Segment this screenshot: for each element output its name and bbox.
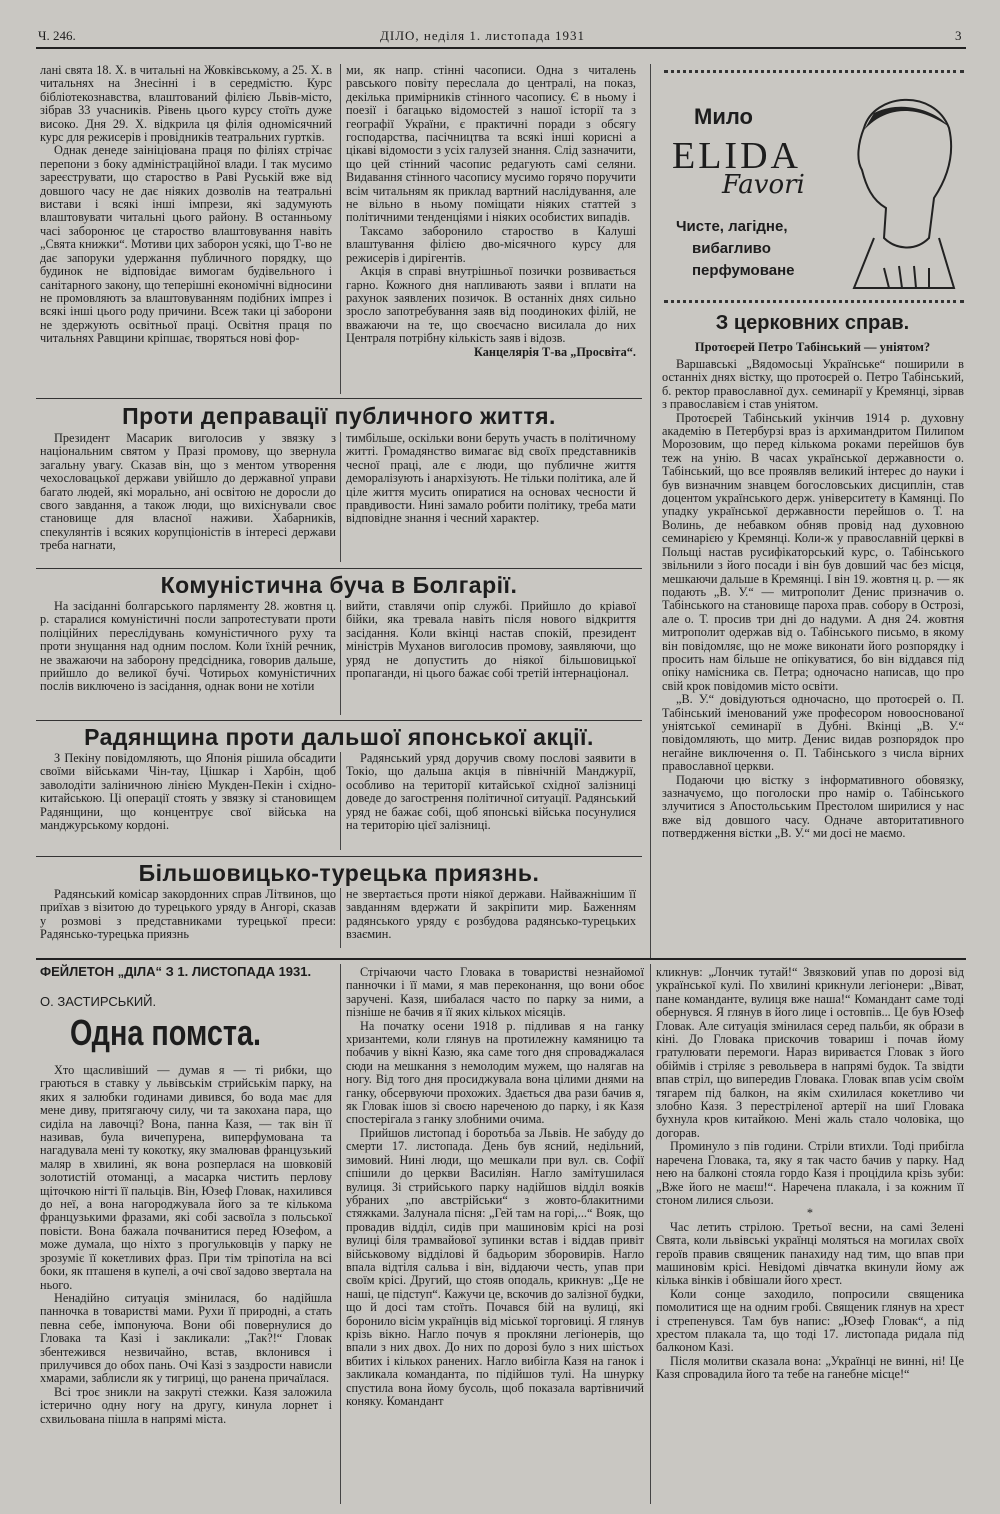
ad-brand: Мило (694, 104, 753, 129)
art3-title: Радянщина проти дальшої японської акції. (84, 724, 594, 750)
top-left-p1: лані свята 18. X. в читальні на Жовківському, а 25. X. в читальнях на Знесінні і в середмістю. Курс бібліотекознавства, влаштований філією Львів-місто, зібрав 33 учасників. Рівень цього курсу стоїть дуже високо. Дня 29. X. відкрила ця філія одномісячний курс для режисерів і провідників театральних гуртків. (40, 64, 332, 145)
feuilleton-title: Одна помста. (70, 1012, 262, 1053)
art2-left (40, 600, 336, 718)
art1-rule (340, 432, 341, 562)
church-subtitle: Протоєрей Петро Табінський — уніятом? (694, 340, 931, 354)
church-p3: „В. У.“ довідуються одночасно, що протоєрей о. П. Табінський іменований уже професором новооснованої уніятської семинарії в Дубні. Вкінці „В. У.“ повідомляють, що митр. Денис видав розпорядок про негайне виключення о. П. Табінського з числа вірних православної церкви. (662, 692, 964, 774)
feuilleton-c1p3: Всі троє зникли на закруті стежки. Казя заложила істерично одну ногу на другу, кинула лорнет і схвильована пішла в напрямі міста. (40, 1384, 332, 1426)
feuilleton-col2 (346, 966, 644, 1506)
feuilleton-c3p4: Коли сонце заходило, попросили священика помолитися ще на одним гробі. Священик глянув на хрест і стрепенувся. Там був напис: „Юзеф Гловак“, а під хрестом плакала та, що тоді 17. листопада ридала під балконом Казі. (656, 1286, 964, 1355)
top-mid-signature: Канцелярія Т-ва „Просвіта“. (473, 344, 636, 359)
top-mid-p2: Таксамо заборонило староство в Калуші влаштування філією дво-місячного курсу для режисерів і дирігентів. (346, 223, 636, 265)
feuilleton-c2p1: Стрічаючи часто Гловака в товаристві незнайомої панночки і її мами, я мав переконання, що вони обоє заручені. Казя, шибалася часто по парку за ними, а пізніше не бачив я її яких кількох місяців. (346, 966, 644, 1020)
church-p4: Подаючи цю вістку з інформативного обовязку, зазначуємо, що поголоски про намір о. Табінського злучитися з Апостольським Престолом ширилися у нас вже від довшого часу. Одначе авторитативного потвердження вістки „В. У.“ ми досі не маємо. (662, 772, 964, 841)
feuilleton-c1p1: Хто щасливіший — думав я — ті рибки, що граються в ставку у львівськім стрийськім парку, на яких я залюбки годинами дивився, бо вода має для мене диву, притягаючу силу, чи та закохана пара, що сиділа на лавочці? Вона, панна Казя, — так він її називав, була вичепурена, виперфумована та нагадувала мені ту кокотку, яку змалював французький маляр в хвилині, як вона розперлася на шовковій золотистій отоманці, а масарка чистить перлову щіточкою нігті її пальців. Він, Юзеф Гловак, нахилився до неї, а вона нагороджувала його за те кількома французькими фразами, які собі засвоїла з польської повісти. Вона бажала почванитися перед Юзефом, а може думала, що ніхто з прогульковців у парку не зрозуміє її кокетливих фраз. При тім тріпотіла на всі боки, як пташеня в купелі, а очі свої задово звертала на нього. (40, 1064, 332, 1292)
ad-border-bottom (664, 300, 964, 303)
art2-right-text: вийти, ставлячи опір службі. Прийшло до кріавої бійки, яка тревала навіть після нового відкриття засідання. Коли вкінці настав спокій, президент міністрів Муханов виголосив промову, заявляючи, що уряд не допустить до ніякої більшовицької пропаганди, ні цього бажає собі третій інтернаціонал. (346, 600, 636, 681)
woman-portrait-illustration (844, 88, 962, 293)
feuilleton-col3 (656, 966, 964, 1506)
feuilleton-c1p2: Ненадійно ситуація змінилася, бо надійшла панночка в товаристві мами. Рухи її природні, а стать певна себе, імпонуюча. Вони обі повернулися до Гловака та Казі і закликали: „Так?!“ Гловак збентежився незвичайно, встав, вклонився і прилучився до обох пань. Очі Казі з заздрости нависли хмарами, заблисли як у тигриці, що ранена причаїлася. (40, 1290, 332, 1386)
column-rule-right (650, 64, 651, 959)
art2-title: Комуністична буча в Болгарії. (160, 572, 518, 598)
art3-left (40, 752, 336, 852)
art4-left-text: Радянський комісар закордонних справ Літвинов, що приїхав з візитою до турецького уряду в Ангорі, сказав у розмові з представниками турецької преси: Радянсько-турецька приязнь (40, 888, 336, 942)
top-mid-p1: ми, як напр. стінні часописи. Одна з читалень равського повіту переслала до централі, на показ, декілька примірників стінного часопису. Є в ньому і поезії і багацько відомостей з нашої історії та з географії України, є практичні поради з обсягу господарства, пасічництва та всякі інші корисні а цікаві відомости з усіх галузей знання. Слід зазначити, що цей стінний часопис редагують самі селяни. Видавання стінного часопису мусимо горячо поручити всім читальням як приклад вартний наслідування, але не вільно в ньому поміщати ніяких статтей з політичними тенденціями і ніяких особистих випадів. (346, 64, 636, 225)
column-rule (340, 64, 341, 394)
top-left-p2: Однак денеде заініціована праця по філіях стрічає перепони з боку адміністраційної влади. І так мусимо зареєструвати, що староство в Раві Руській вже від довшого часу не дає ніяких дозволів на театральні вистави і всякі інші імпрези, які задумують влаштовувати читальні цього району. В останньому часі заборонює це староство влаштовування навіть „Свята книжки“. Мотиви цих заборон усякі, що Т-во не дає запоруки удержання публичного порядку, що будинок не відповідає вимогам будівельного і санітарного закону, що теперішні економічні відносини не промовляють за влаштовуванням подібних імпрез і всякі інші цього роду причини. Всеж таки ці заборони не здержують освітньої праці. Освітня праця по читальнях Равщини кріпшає, творяться нові фор- (40, 143, 332, 346)
ad-line3: перфумоване (692, 262, 795, 279)
church-p1: Варшавські „Вядомосьці Українське“ поширили в останніх днях вістку, що протоєрей о. Петро Табінський, б. ректор православної дух. семинарії у Кремянці, зірвав з православієм і став уніятом. (662, 358, 964, 412)
art1-right-text: тимбільше, оскільки вони беруть участь в політичному житті. Громадянство вимагає від своїх представників чесної праці, але є люди, що публичне життя деморалізують і анархізують. Не тільки політика, але й ціле життя мусить опиратися на основах чесности й правдивости. Нині замало робити політику, треба мати відповідне знання і чесний характер. (346, 432, 636, 526)
ad-border-top (664, 70, 964, 73)
art1-left-text: Президент Масарик виголосив у звязку з національним святом у Празі промову, що звернула загальну увагу. Сказав він, що з ментом утворення чехословацької держави увійшло до державної управи багато людей, які морально, ані освітою не доросли до свого завдання, а також люди, що вихіснували своє становище для власної наживи. Хабарників, спекулянтів і всяких корупціоністів в інтересі держави треба нагнати, (40, 432, 336, 553)
feuilleton-c3p2: Проминуло з пів години. Стріли втихли. Тоді прибігла наречена Гловака, та, яку я так часто бачив у парку. Над нею на балконі стояла гордо Казя і процідила крізь зуби: „Вже його не маєш!“. Наречена плакала, і за кожним її стоном лилися сльози. (656, 1139, 964, 1207)
art2-left-text: На засіданні болгарського парляменту 28. жовтня ц. р. старалися комуністичні посли запротестувати проти поліційних переслідувань комуністичного руху та проти знущання над одним послом. Коли їхній речник, не зважаючи на заборону предсідника, говорив дальше, прийшло до великої бучі. Чотирьох комуністичних послів виключено із засідання, однак вони не хотіли (40, 600, 336, 694)
rule-art1 (36, 398, 642, 399)
art3-right-text: Радянський уряд доручив свому послові заявити в Токіо, що дальша акція в північній Манджурії, особливо на території китайської східної залізниці доведе до загострення політичної ситуації. Радянський уряд не бажає собі, щоб японські війська посунулися на територію цієї залізниці. (346, 752, 636, 833)
top-left-column (40, 64, 332, 392)
feuilleton-star: * (806, 1206, 814, 1221)
art2-rule (340, 600, 341, 715)
ad-line1: Чисте, лагідне, (676, 218, 788, 235)
feuilleton-author: О. ЗАСТИРСЬКИЙ. (40, 994, 157, 1009)
masthead-title: ДІЛО, неділя 1. листопада 1931 (380, 28, 585, 43)
feuilleton-c3p1: кликнув: „Лончик тутай!“ Звязковий упав по дорозі від української кулі. По хвилині крикнули легіонери: „Віват, пане команданте, вулиця вже наша!“ Командант саме тоді обернувся. Я глянув в його лице і остовпів... Це був Юзеф Гловак. Але ситуація змінилася серед пальби, як образи в кіні. До Гловака прискочив товариш і почав йому гратулювати перемоги. Нараз вириваєтся Гловак з його обіймів і стріляє з револьвера в напрямі будок. Та звідти впав стріл, що випередив Гловака. Гловак впав усім своїм тягарем під балкон, на якім схилилася кокетливо чи злобно Казя. З перестріленої артерії на шиї Гловака бухнула кров китайкою. Мені жаль стало чоловіка, що догорав. (656, 966, 964, 1140)
feuilleton-rule-2 (650, 964, 651, 1504)
rule-art3 (36, 720, 642, 721)
rule-art2 (36, 568, 642, 569)
feuilleton-col1 (40, 1064, 332, 1504)
rule-art4 (36, 856, 642, 857)
page-number: 3 (955, 28, 962, 43)
art3-left-text: З Пекіну повідомляють, що Японія рішила обсадити своїми військами Чін-тау, Цішкар і Харбін, щоб заволодіти заліничною лінією Мукден-Пекін і східно-китайською. Ці операції стоять у звязку зі становищем Радянщини, що концентрує свої війська на манджурському кордоні. (40, 752, 336, 833)
ad-name: ELIDA (672, 135, 801, 177)
church-body (662, 358, 964, 958)
elida-ad (664, 78, 964, 296)
masthead-rule (36, 47, 966, 49)
feuilleton-c2p3: Прийшов листопад і боротьба за Львів. Не забуду до смерти 17. листопада. День був ясний, недільний, зимовий. Нинi люди, що мешкали при вул. св. Софії спішили до церкви Василіян. Нагло замітушилася вулиця. Зі стрийського парку надійшов відділ вояків убраних „по австрійськи“ з жовто-блакитними стяжками. Залунала пісня: „Гей там на горі,...“ Вояк, що провадив відділ, сидів при машиновім крісі на розі вулиці біля трамвайової зупинки встав і віддав привіт військовому відділові й бадьорим зборовирів. Нагло впала відтіля сальва і він, віддаючи честь, упав при своїм крісі. Другий, що стояв оподаль, крикнув: „Це не наші, це підступ“. Кажучи це, вскочив до залізної будки, що й досі там стоїть. Почався бій на вулиці, які боронило вісім українців від міської торговиці. Я глянув крізь вікно. Нагло почув я прокляни легіонерів, що впали з них двох. До них по дорозі було з них шістьох вбитих і кількох ранених. Нагло вибігла Казя на ганок і закликала команданта, по підійшов тулі. На шнурку спустила вона йому бусоль, щоб показала вартівничий коняку. Командант (346, 1125, 644, 1408)
church-p2: Протоєрей Табінський укінчив 1914 р. духовну академію в Петербурзі враз із архимандритом Пилипом Морозовим, що перед кількома роками перейшов був теж на унію. В часах української державности о. Табінський, що все проявляв великий інтерес до науки і був визначним знавцем богословських дисциплін, став доцентом українського держ. університету в Камянці. По упадку української державности перейшов о. Т. на Волинь, де небавком обняв провід над духовною семинарією у Кремянці. Коли-ж у православній церкві в Польщі настав русифікаторський курс, о. Табінського звільнили з його посади і він був довший час без місця, мешкаючи дальше в Кремянці. І він 19. жовтня ц. р. — як подають „В. У.“ — митрополит Денис призначив о. Табінського на становище пароха прав. собору в Острозі, але о. Т. просив три дні до надуми. А дня 24. жовтня митрополит одержав від о. Табінського письмо, в якому він повідомляє, що не може виконати його розпорядку і просить нам більше не опікуватися, бо він віддався під опіку намісника св. Петра; одночасно написав, що про свій крок повідомив місто освіти. (662, 410, 964, 693)
art3-right (346, 752, 636, 852)
feuilleton-c3p5: Після молитви сказала вона: „Українці не винні, ні! Це Казя спровадила його та тебе на ганебне місце!“ (656, 1353, 964, 1382)
art1-left (40, 432, 336, 564)
art3-rule (340, 752, 341, 850)
art4-title: Більшовицько-турецька приязнь. (138, 860, 540, 886)
top-mid-p3: Акція в справі внутрішньої позички розвивається гарно. Кожного дня напливають заяви і вплати на рахунок заявлених позичок. В останніх днях сильно зросло запотребування заяв від поодиноких філій, не вважаючи на те, що своєчасно висилала до них Централя потрібну кількість заяв і відозв. (346, 264, 636, 346)
art4-rule (340, 888, 341, 948)
art2-right (346, 600, 636, 718)
ad-line2: вибагливо (692, 240, 771, 257)
feuilleton-c2p2: На початку осени 1918 р. підливав я на ганку хризантеми, коли глянув на протилежну камяницю та побачив у вікні Казю, яка саме того дня спроваджалася сюди на мешкання з немолодим мужем, що налягав на ногу. Від того дня просиджувала вона цілими днями на ганку, обсервуючи прохожих. Здається два рази бачив я, як Гловак ішов зі своєю нареченою до парку, і як Казя спостерігала з ганку злобними очима. (346, 1018, 644, 1127)
feuilleton-rule-1 (340, 964, 341, 1504)
art4-right (346, 888, 636, 948)
feuilleton-c3p3: Час летить стрілою. Третьої весни, на самі Зелені Свята, коли львівські українці моляться на могилах своїх героїв правив священик панахиду над тим, що впав при машиновім крісі. Невідомі дівчатка вкинули йому аж кілька вінків і обвішали його хрест. (656, 1219, 964, 1288)
art1-right (346, 432, 636, 564)
art1-title: Проти деправації публичного життя. (122, 403, 556, 429)
top-mid-column (346, 64, 636, 394)
ad-sub: Favori (722, 170, 805, 200)
issue-number: Ч. 246. (38, 28, 76, 43)
feuilleton-head: ФЕЙЛЕТОН „ДІЛА“ З 1. ЛИСТОПАДА 1931. (40, 964, 312, 979)
art4-left (40, 888, 336, 948)
feuilleton-rule (36, 958, 966, 960)
church-title: З церковних справ. (715, 312, 910, 334)
art4-right-text: не звертається проти ніякої держави. Найважнішим її завданням вдержати й закріпити мир. Баженням радянського уряду є розбудова радянсько-турецьких взаємин. (346, 888, 636, 942)
